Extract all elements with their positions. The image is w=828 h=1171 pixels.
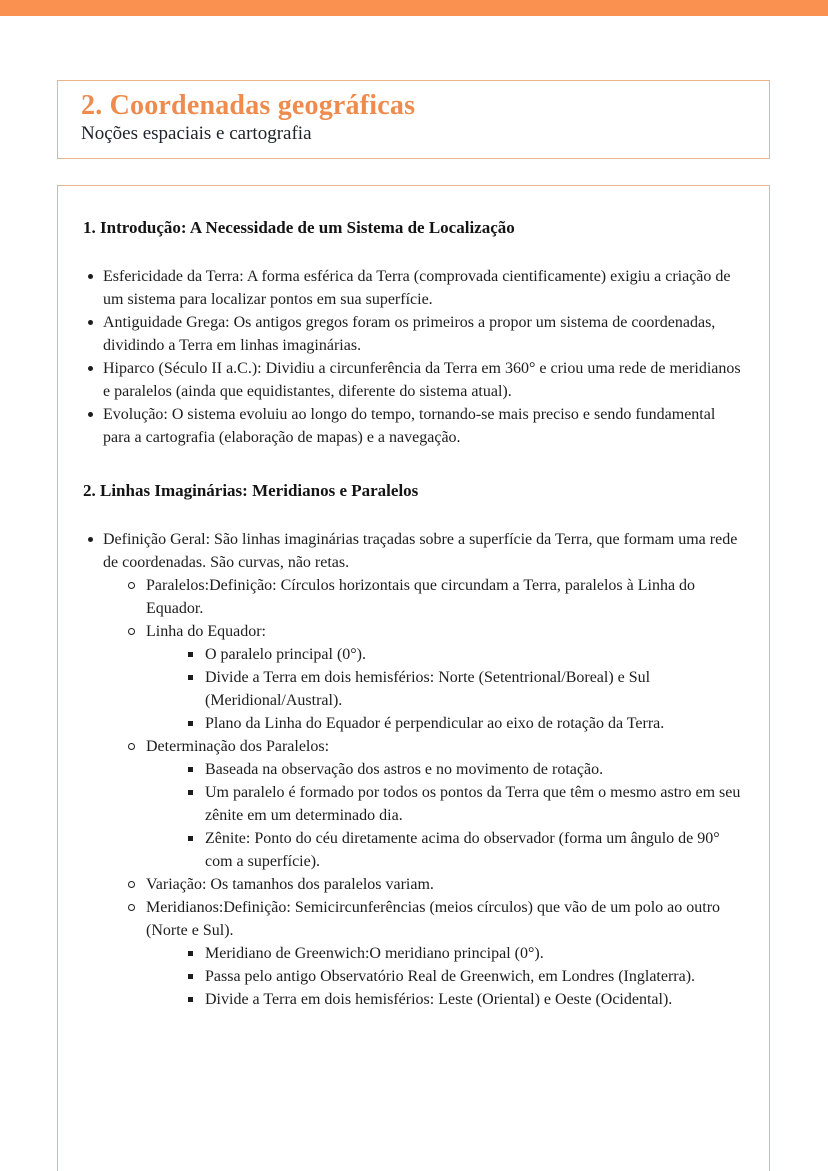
list-item-text: Variação: Os tamanhos dos paralelos variam. xyxy=(146,876,434,894)
bullet-square-icon xyxy=(188,974,193,979)
bullet-disc-icon xyxy=(88,412,93,417)
list-item-text: Esfericidade da Terra: A forma esférica da Terra (comprovada cientificamente) exigiu a criação de um sistema para localizar pontos em sua superfície. xyxy=(103,268,731,309)
list-item xyxy=(83,643,745,666)
list-item-text: Meridiano de Greenwich:O meridiano principal (0°). xyxy=(205,945,544,963)
list-item-text: Determinação dos Paralelos: xyxy=(146,738,330,756)
list-item-text: Divide a Terra em dois hemisférios: Leste (Oriental) e Oeste (Ocidental). xyxy=(205,991,673,1009)
section-heading: 1. Introdução: A Necessidade de um Sistema de Localização xyxy=(83,218,515,237)
list-item-text: Um paralelo é formado por todos os pontos da Terra que têm o mesmo astro em seu zênite em um determinado dia. xyxy=(205,784,741,825)
list-item-text: O paralelo principal (0°). xyxy=(205,646,366,664)
top-accent-bar xyxy=(0,0,828,16)
bullet-square-icon xyxy=(188,767,193,772)
list-item xyxy=(83,827,745,873)
list-item-text: Meridianos:Definição: Semicircunferências (meios círculos) que vão de um polo ao outro (Norte e Sul). xyxy=(146,899,721,940)
list-item xyxy=(83,988,745,1011)
bullet-disc-icon xyxy=(88,537,93,542)
list-item-text: Definição Geral: São linhas imaginárias traçadas sobre a superfície da Terra, que formam uma rede de coordenadas. São curvas, não retas. xyxy=(103,531,738,572)
list-item-text: Zênite: Ponto do céu diretamente acima do observador (forma um ângulo de 90° com a superfície). xyxy=(205,830,720,871)
content-card xyxy=(57,185,770,1171)
bullet-circle-icon xyxy=(128,582,135,589)
list-item-text: Linha do Equador: xyxy=(146,623,266,641)
bullet-circle-icon xyxy=(128,904,135,911)
list-item xyxy=(83,666,745,712)
list-item xyxy=(83,574,745,620)
list-item-text: Hiparco (Século II a.C.): Dividiu a circunferência da Terra em 360° e criou uma rede de meridianos e paralelos (ainda que equidistantes, diferente do sistema atual). xyxy=(103,360,741,401)
list-item-text: Baseada na observação dos astros e no movimento de rotação. xyxy=(205,761,604,779)
bullet-circle-icon xyxy=(128,628,135,635)
list-item xyxy=(83,357,745,403)
title-card xyxy=(57,80,770,159)
list-item xyxy=(83,896,745,942)
bullet-square-icon xyxy=(188,790,193,795)
list-item xyxy=(83,620,745,643)
list-item xyxy=(83,942,745,965)
list-item-text: Antiguidade Grega: Os antigos gregos foram os primeiros a propor um sistema de coordenadas, dividindo a Terra em linhas imaginárias. xyxy=(103,314,716,355)
list-item xyxy=(83,403,745,449)
bullet-square-icon xyxy=(188,951,193,956)
list-item-text: Passa pelo antigo Observatório Real de Greenwich, em Londres (Inglaterra). xyxy=(205,968,696,986)
list-item-text: Plano da Linha do Equador é perpendicular ao eixo de rotação da Terra. xyxy=(205,715,665,733)
list-item xyxy=(83,265,745,311)
section-list xyxy=(83,528,745,1011)
bullet-circle-icon xyxy=(128,881,135,888)
bullet-circle-icon xyxy=(128,743,135,750)
list-item xyxy=(83,965,745,988)
list-item xyxy=(83,781,745,827)
section-list xyxy=(83,265,745,449)
bullet-disc-icon xyxy=(88,320,93,325)
bullet-disc-icon xyxy=(88,274,93,279)
bullet-disc-icon xyxy=(88,366,93,371)
page-title: 2. Coordenadas geográficas xyxy=(81,90,416,121)
page-subtitle: Noções espaciais e cartografia xyxy=(81,122,312,144)
list-item-text: Evolução: O sistema evoluiu ao longo do tempo, tornando-se mais preciso e sendo fundamental para a cartografia (elaboração de mapas) e a navegação. xyxy=(103,406,716,447)
bullet-square-icon xyxy=(188,675,193,680)
list-item-text: Paralelos:Definição: Círculos horizontais que circundam a Terra, paralelos à Linha do Equador. xyxy=(146,577,696,618)
bullet-square-icon xyxy=(188,652,193,657)
list-item xyxy=(83,735,745,758)
list-item-text: Divide a Terra em dois hemisférios: Norte (Setentrional/Boreal) e Sul (Meridional/Austral). xyxy=(205,669,651,710)
list-item xyxy=(83,528,745,574)
list-item xyxy=(83,311,745,357)
section-heading: 2. Linhas Imaginárias: Meridianos e Paralelos xyxy=(83,481,419,501)
list-item xyxy=(83,758,745,781)
list-item xyxy=(83,873,745,896)
bullet-square-icon xyxy=(188,721,193,726)
list-item xyxy=(83,712,745,735)
bullet-square-icon xyxy=(188,997,193,1002)
bullet-square-icon xyxy=(188,836,193,841)
